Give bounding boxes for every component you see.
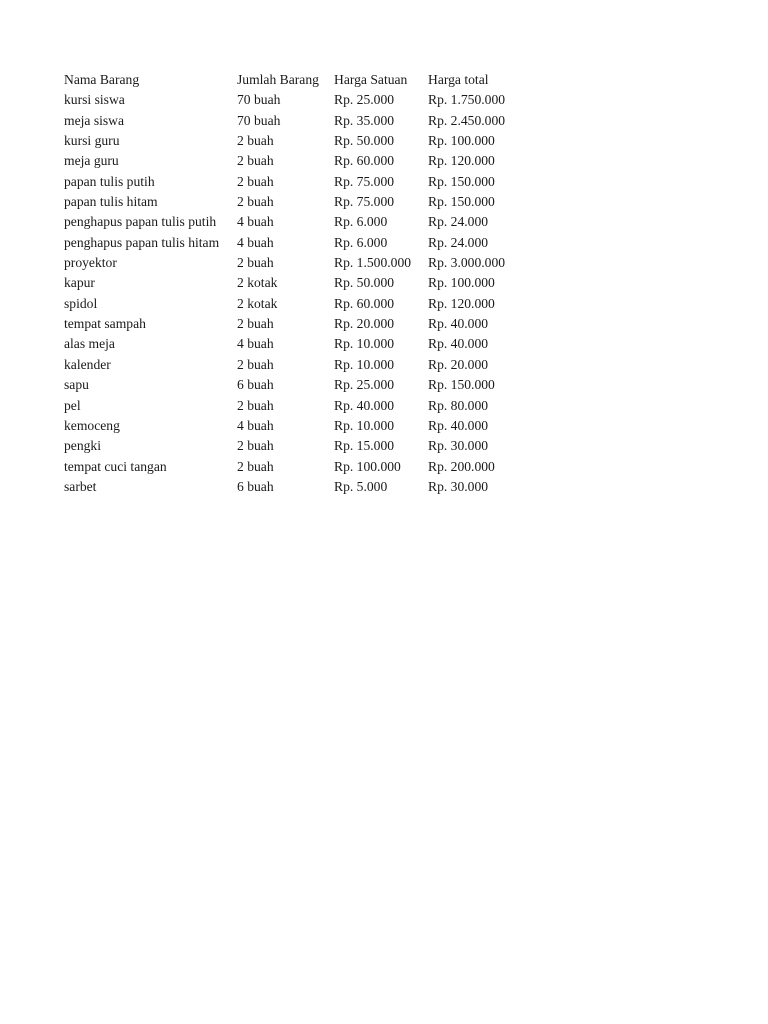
table-row <box>64 396 528 416</box>
cell-jumlah-barang: 70 buah <box>237 112 281 128</box>
cell-harga-satuan: Rp. 10.000 <box>334 417 395 433</box>
table-row <box>64 90 528 110</box>
cell-harga-total: Rp. 150.000 <box>428 173 495 189</box>
table-row <box>64 192 528 212</box>
table-row <box>64 253 528 273</box>
cell-harga-satuan: Rp. 10.000 <box>334 336 395 352</box>
cell-harga-satuan: Rp. 25.000 <box>334 92 395 108</box>
table-row <box>64 416 528 436</box>
cell-jumlah-barang: 2 buah <box>237 316 274 332</box>
cell-harga-satuan: Rp. 100.000 <box>334 458 401 474</box>
cell-nama-barang: meja guru <box>64 153 119 169</box>
table-row <box>64 233 528 253</box>
cell-nama-barang: papan tulis putih <box>64 173 155 189</box>
table-row <box>64 436 528 456</box>
cell-jumlah-barang: 4 buah <box>237 214 274 230</box>
header-nama-barang: Nama Barang <box>64 72 140 87</box>
cell-nama-barang: tempat cuci tangan <box>64 458 167 474</box>
cell-harga-total: Rp. 24.000 <box>428 234 489 250</box>
cell-harga-total: Rp. 24.000 <box>428 214 489 230</box>
table-row <box>64 355 528 375</box>
table-row <box>64 212 528 232</box>
cell-nama-barang: kursi guru <box>64 133 120 149</box>
cell-nama-barang: spidol <box>64 295 98 311</box>
cell-nama-barang: papan tulis hitam <box>64 194 158 210</box>
cell-harga-satuan: Rp. 6.000 <box>334 234 388 250</box>
table-row <box>64 131 528 151</box>
cell-harga-total: Rp. 100.000 <box>428 133 495 149</box>
cell-nama-barang: kursi siswa <box>64 92 125 108</box>
cell-nama-barang: kalender <box>64 356 111 372</box>
table-row <box>64 314 528 334</box>
header-harga-satuan: Harga Satuan <box>334 72 408 87</box>
cell-jumlah-barang: 2 buah <box>237 397 274 413</box>
cell-nama-barang: meja siswa <box>64 112 125 128</box>
cell-nama-barang: tempat sampah <box>64 316 146 332</box>
cell-nama-barang: penghapus papan tulis hitam <box>64 234 220 250</box>
cell-harga-total: Rp. 2.450.000 <box>428 112 506 128</box>
cell-harga-satuan: Rp. 50.000 <box>334 275 395 291</box>
cell-harga-total: Rp. 200.000 <box>428 458 495 474</box>
cell-harga-total: Rp. 150.000 <box>428 377 495 393</box>
cell-nama-barang: kapur <box>64 275 95 291</box>
header-harga-total: Harga total <box>428 72 489 87</box>
cell-jumlah-barang: 2 buah <box>237 194 274 210</box>
header-row <box>64 70 528 90</box>
cell-jumlah-barang: 2 buah <box>237 173 274 189</box>
cell-harga-satuan: Rp. 15.000 <box>334 438 395 454</box>
cell-jumlah-barang: 2 buah <box>237 356 274 372</box>
cell-jumlah-barang: 2 buah <box>237 255 274 271</box>
cell-harga-satuan: Rp. 35.000 <box>334 112 395 128</box>
cell-jumlah-barang: 2 kotak <box>237 275 278 291</box>
cell-nama-barang: pengki <box>64 438 101 454</box>
cell-harga-satuan: Rp. 50.000 <box>334 133 395 149</box>
cell-nama-barang: penghapus papan tulis putih <box>64 214 217 230</box>
table-row <box>64 477 528 497</box>
cell-harga-satuan: Rp. 6.000 <box>334 214 388 230</box>
cell-nama-barang: sarbet <box>64 478 97 494</box>
cell-harga-satuan: Rp. 60.000 <box>334 295 395 311</box>
cell-harga-satuan: Rp. 75.000 <box>334 173 395 189</box>
cell-jumlah-barang: 6 buah <box>237 377 274 393</box>
cell-harga-satuan: Rp. 20.000 <box>334 316 395 332</box>
table-row <box>64 151 528 171</box>
cell-jumlah-barang: 2 kotak <box>237 295 278 311</box>
cell-harga-satuan: Rp. 75.000 <box>334 194 395 210</box>
table-header <box>64 70 528 90</box>
cell-harga-total: Rp. 30.000 <box>428 438 489 454</box>
item-price-table <box>64 70 528 497</box>
cell-harga-total: Rp. 3.000.000 <box>428 255 506 271</box>
cell-harga-total: Rp. 40.000 <box>428 417 489 433</box>
cell-harga-satuan: Rp. 25.000 <box>334 377 395 393</box>
table-row <box>64 294 528 314</box>
cell-harga-satuan: Rp. 1.500.000 <box>334 255 412 271</box>
cell-harga-total: Rp. 150.000 <box>428 194 495 210</box>
cell-jumlah-barang: 6 buah <box>237 478 274 494</box>
table-row <box>64 273 528 293</box>
cell-harga-satuan: Rp. 5.000 <box>334 478 388 494</box>
cell-nama-barang: alas meja <box>64 336 115 352</box>
cell-harga-total: Rp. 120.000 <box>428 153 495 169</box>
cell-nama-barang: sapu <box>64 377 89 393</box>
cell-harga-satuan: Rp. 40.000 <box>334 397 395 413</box>
cell-harga-satuan: Rp. 60.000 <box>334 153 395 169</box>
table-body <box>64 90 528 497</box>
table-row <box>64 457 528 477</box>
table-row <box>64 375 528 395</box>
cell-nama-barang: kemoceng <box>64 417 120 433</box>
cell-harga-total: Rp. 20.000 <box>428 356 489 372</box>
cell-harga-total: Rp. 120.000 <box>428 295 495 311</box>
header-jumlah-barang: Jumlah Barang <box>237 72 319 87</box>
cell-jumlah-barang: 4 buah <box>237 234 274 250</box>
table-row <box>64 111 528 131</box>
cell-jumlah-barang: 2 buah <box>237 458 274 474</box>
cell-nama-barang: pel <box>64 397 81 413</box>
cell-harga-total: Rp. 1.750.000 <box>428 92 506 108</box>
table-row <box>64 172 528 192</box>
cell-nama-barang: proyektor <box>64 255 117 271</box>
cell-jumlah-barang: 2 buah <box>237 438 274 454</box>
cell-jumlah-barang: 70 buah <box>237 92 281 108</box>
cell-jumlah-barang: 4 buah <box>237 417 274 433</box>
cell-harga-satuan: Rp. 10.000 <box>334 356 395 372</box>
cell-jumlah-barang: 2 buah <box>237 133 274 149</box>
cell-harga-total: Rp. 30.000 <box>428 478 489 494</box>
cell-harga-total: Rp. 100.000 <box>428 275 495 291</box>
cell-jumlah-barang: 2 buah <box>237 153 274 169</box>
cell-harga-total: Rp. 80.000 <box>428 397 489 413</box>
cell-harga-total: Rp. 40.000 <box>428 316 489 332</box>
cell-harga-total: Rp. 40.000 <box>428 336 489 352</box>
cell-jumlah-barang: 4 buah <box>237 336 274 352</box>
table-row <box>64 334 528 354</box>
